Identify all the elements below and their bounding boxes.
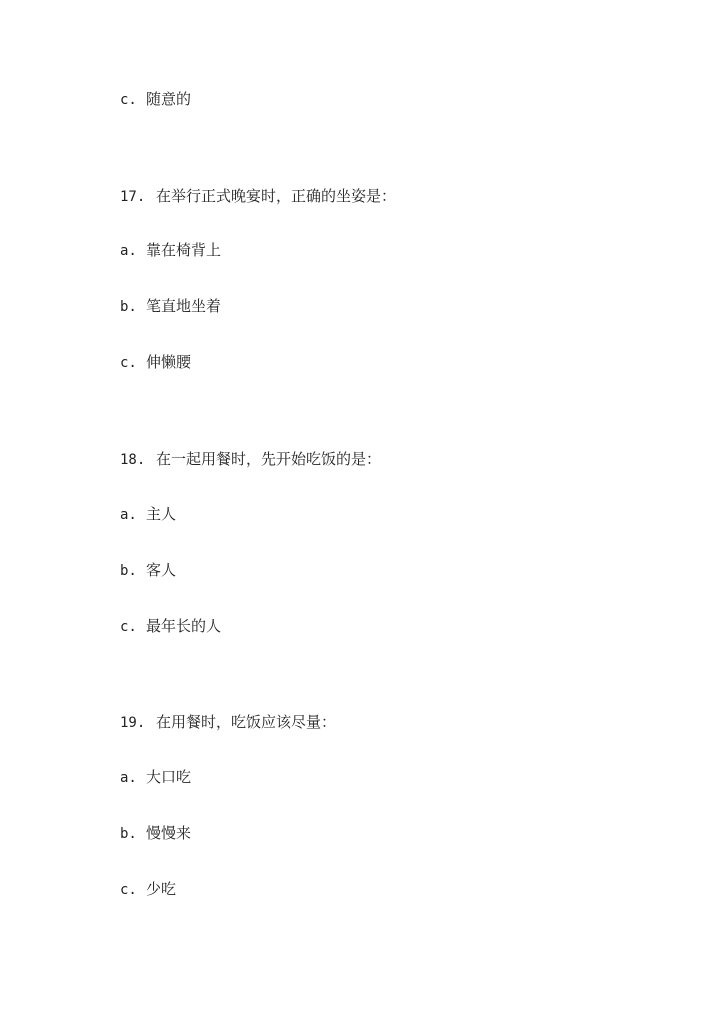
option-text: 伸懒腰 [146,353,192,371]
option-text: 最年长的人 [146,617,222,635]
option-text: 笔直地坐着 [146,297,222,315]
question-17 [120,186,396,207]
question-text: 在用餐时，吃饭应该尽量： [156,713,337,731]
question-text: 在一起用餐时，先开始吃饭的是： [156,450,382,468]
option-c-q18 [120,616,221,637]
option-a-q19 [120,767,191,788]
option-letter: c. [120,882,137,898]
option-b-q19 [120,823,191,844]
option-letter: b. [120,299,137,315]
question-text: 在举行正式晚宴时，正确的坐姿是： [156,187,397,205]
option-c-q19 [120,879,176,900]
option-b-q17 [120,296,221,317]
option-text: 主人 [146,505,177,523]
option-text: 大口吃 [146,768,192,786]
option-c-q17 [120,352,191,373]
option-letter: a. [120,507,137,523]
option-text: 靠在椅背上 [146,241,222,259]
option-letter: b. [120,563,137,579]
option-letter: c. [120,619,137,635]
question-18 [120,449,381,470]
question-number: 19. [120,715,146,731]
option-text: 慢慢来 [146,824,192,842]
option-letter: a. [120,243,137,259]
option-letter: a. [120,770,137,786]
option-letter: c. [120,355,137,371]
option-text: 少吃 [146,880,177,898]
option-letter: c. [120,92,137,108]
option-c-q16 [120,89,191,110]
option-b-q18 [120,560,176,581]
option-a-q18 [120,504,176,525]
option-letter: b. [120,826,137,842]
question-number: 17. [120,189,146,205]
option-text: 随意的 [146,90,192,108]
question-number: 18. [120,452,146,468]
option-text: 客人 [146,561,177,579]
question-19 [120,712,336,733]
option-a-q17 [120,240,221,261]
